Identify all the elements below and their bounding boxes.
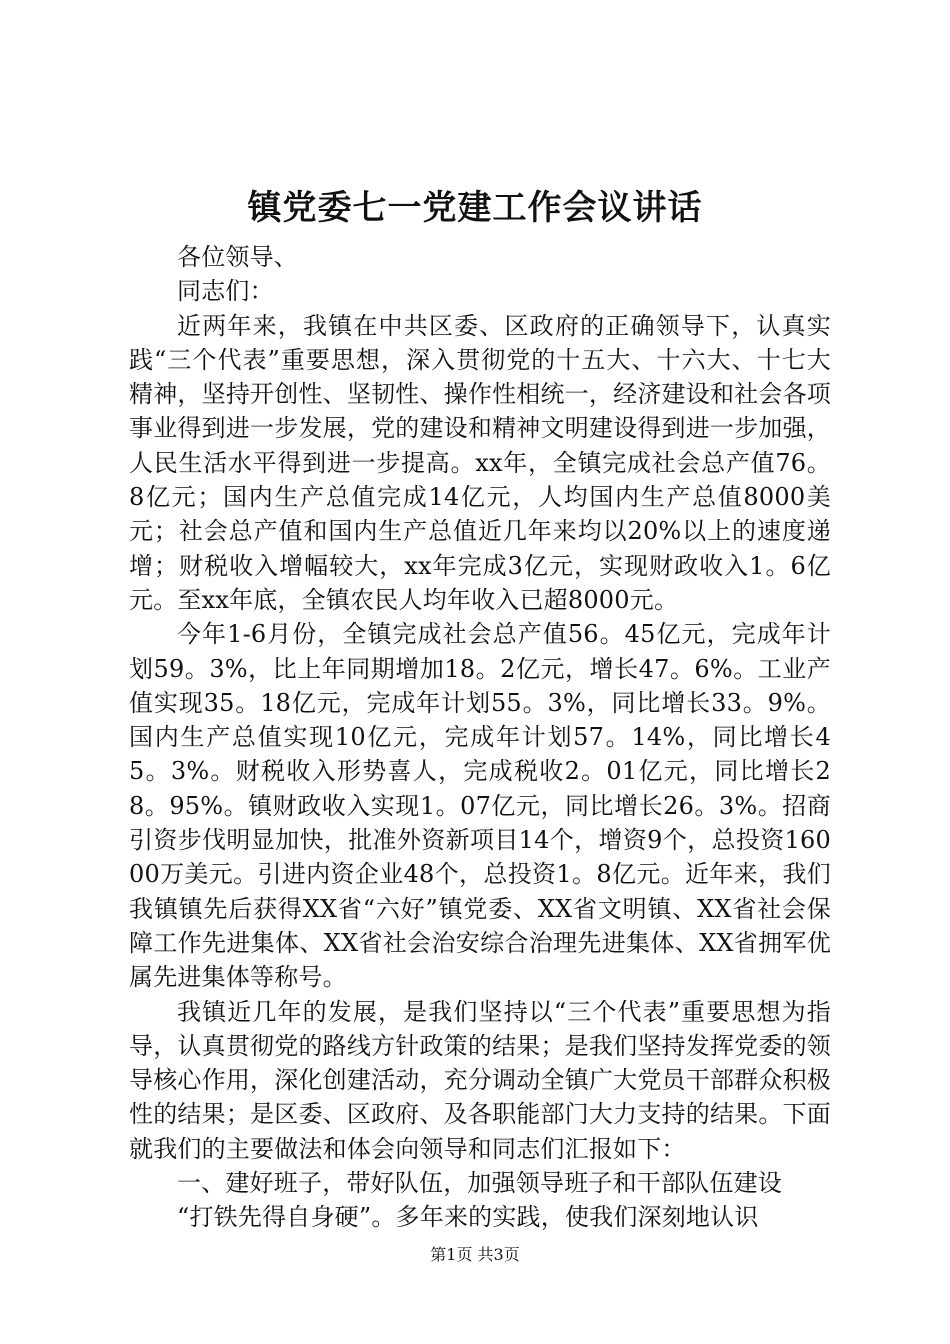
paragraph-half-year-stats: 今年1-6月份，全镇完成社会总产值56。45亿元，完成年计划59。3%，比上年同期增加18。2亿元，增长47。6%。工业产值实现35。18亿元，完成年计划55。3%，同比增长33。9%。国内生产总值实现10亿元，完成年计划57。14%，同比增长45。3%。财税收入形势喜人，完成税收2。01亿元，同比增长28。95%。镇财政收入实现1。07亿元，同比增长26。3%。招商引资步伐明显加快，批准外资新项目14个，增资9个，总投资16000万美元。引进内资企业48个，总投资1。8亿元。近年来，我们我镇镇先后获得XX省“六好”镇党委、XX省文明镇、XX省社会保障工作先进集体、XX省社会治安综合治理先进集体、XX省拥军优属先进集体等称号。: [129, 620, 831, 992]
salutation-comrades: 同志们：: [177, 277, 274, 306]
paragraph-development-reasons: 我镇近几年的发展，是我们坚持以“三个代表”重要思想为指导，认真贯彻党的路线方针政策的结果；是我们坚持发挥党委的领导核心作用，深化创建活动，充分调动全镇广大党员干部群众积极性的结果；是区委、区政府、及各职能部门大力支持的结果。下面就我们的主要做法和体会向领导和同志们汇报如下：: [129, 997, 831, 1163]
section-heading-1: 一、建好班子，带好队伍，加强领导班子和干部队伍建设: [177, 1169, 782, 1198]
paragraph-overview: 近两年来，我镇在中共区委、区政府的正确领导下，认真实践“三个代表”重要思想，深入贯彻党的十五大、十六大、十七大精神，坚持开创性、坚韧性、操作性相统一，经济建设和社会各项事业得到进一步发展，党的建设和精神文明建设得到进一步加强，人民生活水平得到进一步提高。xx年，全镇完成社会总产值76。8亿元；国内生产总值完成14亿元，人均国内生产总值8000美元；社会总产值和国内生产总值近几年来均以20%以上的速度递增；财税收入增幅较大，xx年完成3亿元，实现财政收入1。6亿元。至xx年底，全镇农民人均年收入已超8000元。: [129, 311, 831, 614]
salutation-leaders: 各位领导、: [177, 243, 298, 271]
document-title: 镇党委七一党建工作会议讲话: [247, 188, 703, 228]
page-footer: 第1页 共3页: [430, 1245, 520, 1264]
document-body: [129, 240, 831, 1235]
section-first-line: “打铁先得自身硬”。多年来的实践，使我们深刻地认识: [177, 1203, 759, 1232]
